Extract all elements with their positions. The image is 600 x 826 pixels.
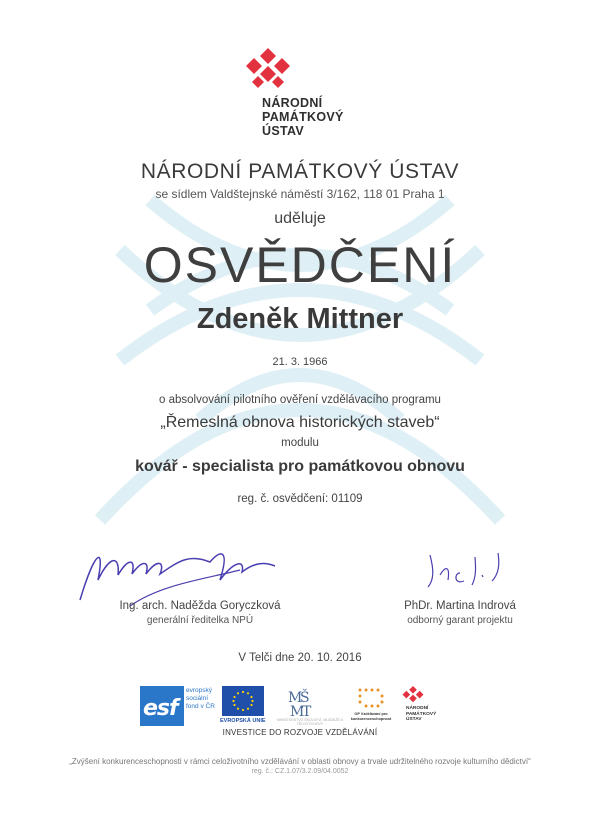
signatory-role-right: odborný garant projektu xyxy=(407,615,513,626)
place-date: V Telči dne 20. 10. 2016 xyxy=(238,652,362,664)
issuer-name: NÁRODNÍ PAMÁTKOVÝ ÚSTAV xyxy=(140,160,460,183)
esf-line-1: evropský xyxy=(186,687,213,694)
awards-text: uděluje xyxy=(274,210,326,227)
msmt-caption: MINISTERSTVO ŠKOLSTVÍ, MLÁDEŽE A TĚLOVÝCHOVY xyxy=(277,718,343,726)
logo-line-1: NÁRODNÍ xyxy=(262,96,323,110)
project-name: „Zvýšení konkurenceschopnosti v rámci celoživotního vzdělávání v oblasti obnovy a trvale udržitelného rozvoje kulturního dědictví“ xyxy=(69,757,531,766)
esf-line-2: sociální xyxy=(186,695,209,702)
investment-slogan: INVESTICE DO ROZVOJE VZDĚLÁVÁNÍ xyxy=(222,728,378,737)
project-reg-number: reg. č.: CZ.1.07/3.2.09/04.0052 xyxy=(251,768,349,775)
signatory-name-left: Ing. arch. Naděžda Goryczková xyxy=(119,600,281,612)
signatory-role-left: generální ředitelka NPÚ xyxy=(146,615,254,626)
signatory-name-right: PhDr. Martina Indrová xyxy=(404,600,516,612)
svg-text:Š: Š xyxy=(300,690,310,706)
esf-logo-icon xyxy=(140,686,184,726)
npu-small-line-3: ÚSTAV xyxy=(406,717,422,722)
esf-text xyxy=(186,687,215,711)
npu-logo-icon xyxy=(246,48,290,90)
npu-small-logo-icon xyxy=(402,686,424,706)
logo-line-2: PAMÁTKOVÝ xyxy=(262,110,344,124)
module-label: modulu xyxy=(281,437,319,449)
certificate-title: OSVĚDČENÍ xyxy=(143,237,457,293)
eu-caption: EVROPSKÁ UNIE xyxy=(220,718,266,724)
npu-small-line-1: NÁRODNÍ xyxy=(406,706,429,711)
signature-block-left xyxy=(100,600,300,626)
program-intro: o absolvování pilotního ověření vzdělávacího programu xyxy=(159,394,441,406)
issuer-address: se sídlem Valdštejnské náměstí 3/162, 118 01 Praha 1 xyxy=(155,187,445,201)
op-logo-icon xyxy=(356,686,386,710)
svg-text:M: M xyxy=(290,704,305,720)
eu-flag-icon xyxy=(222,686,264,716)
specialization: kovář - specialista pro památkovou obnovu xyxy=(135,458,465,475)
esf-line-3: fond v ČR xyxy=(186,703,215,710)
esf-mark: esf xyxy=(143,696,178,721)
logo-line-3: ÚSTAV xyxy=(262,124,305,138)
signature-right-icon xyxy=(420,545,510,595)
registration-number: reg. č. osvědčení: 01109 xyxy=(237,493,363,505)
funding-logos xyxy=(0,686,600,726)
npu-small-line-2: PAMÁTKOVÝ xyxy=(406,711,437,717)
npu-small-text xyxy=(406,706,436,723)
npu-logo-text xyxy=(262,96,344,138)
svg-text:T: T xyxy=(302,704,312,720)
svg-text:M: M xyxy=(288,690,303,706)
program-name: „Řemeslná obnova historických staveb“ xyxy=(160,414,440,431)
recipient-name: Zdeněk Mittner xyxy=(196,303,404,335)
op-caption: OP Vzdělávání pro konkurenceschopnost xyxy=(350,712,392,721)
signature-block-right xyxy=(350,600,570,626)
date-of-birth: 21. 3. 1966 xyxy=(272,356,328,368)
